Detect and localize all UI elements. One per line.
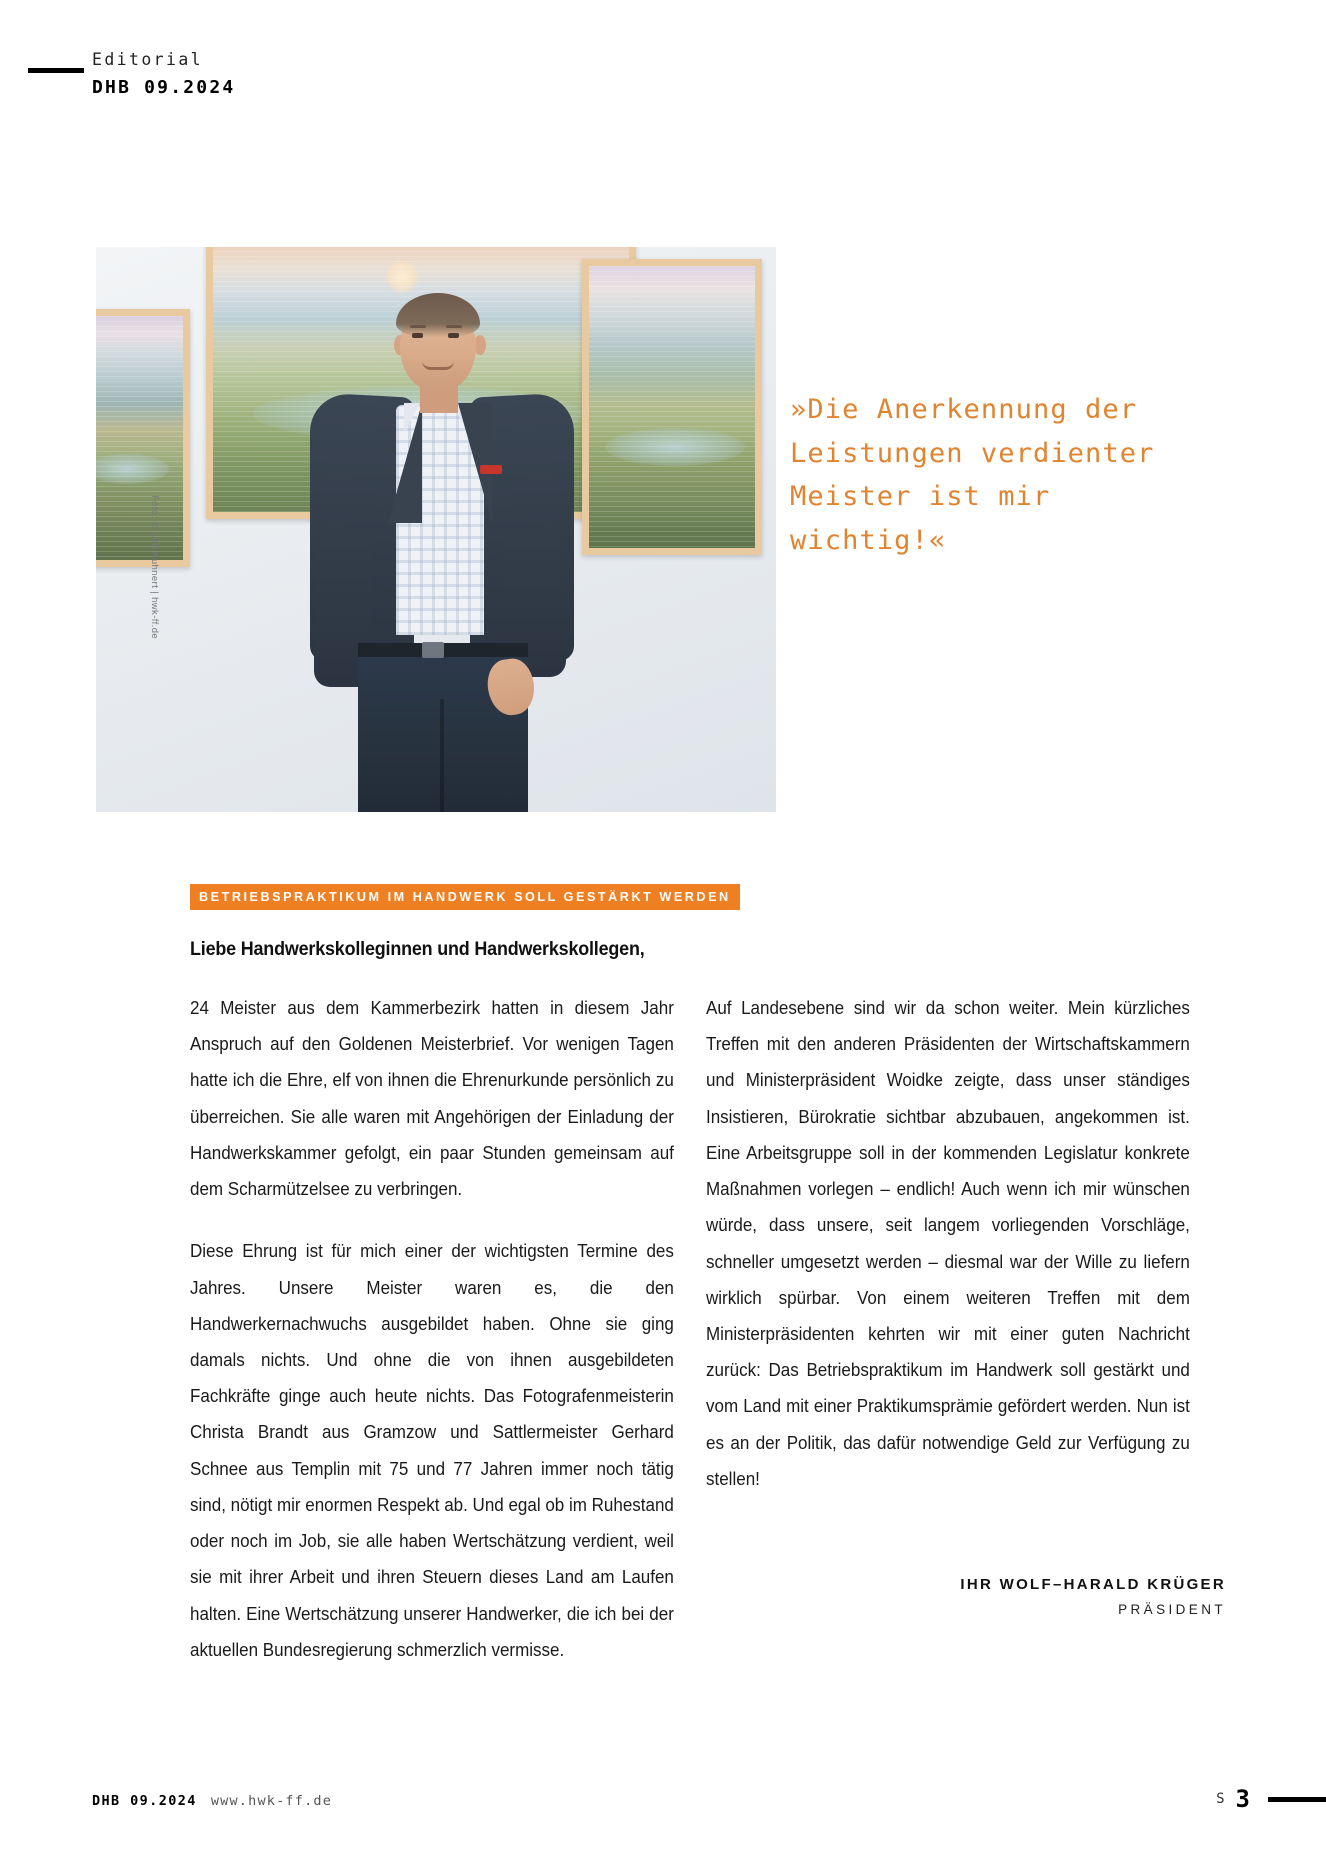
page-header xyxy=(0,28,1326,98)
footer-url[interactable]: www.hwk-ff.de xyxy=(210,1793,333,1809)
paragraph: 24 Meister aus dem Kammerbezirk hatten in diesem Jahr Anspruch auf den Goldenen Meisterbrief. Vor wenigen Tagen hatte ich die Ehre, elf von ihnen die Ehrenurkunde persönlich zu überreichen. Sie alle waren mit Angehörigen der Einladung der Handwerkskammer gefolgt, ein paar Stunden gemeinsam auf dem Scharmützelsee zu verbringen. xyxy=(190,997,674,1200)
page-number: 3 xyxy=(1235,1785,1250,1813)
header-text-block xyxy=(92,50,235,99)
page-prefix: S xyxy=(1216,1791,1226,1807)
signature-block xyxy=(706,1576,1226,1617)
article-column-left xyxy=(190,990,674,1668)
footer-issue-label: DHB 09.2024 xyxy=(92,1793,197,1809)
signature-role: PRÄSIDENT xyxy=(1118,1602,1226,1617)
issue-label: DHB 09.2024 xyxy=(92,76,236,98)
portrait-photo xyxy=(96,247,776,812)
header-rule xyxy=(28,68,84,73)
framed-painting-right xyxy=(582,259,762,555)
lapel-pin xyxy=(480,465,502,474)
footer-rule xyxy=(1268,1797,1326,1802)
page-footer xyxy=(0,1785,1326,1825)
pull-quote: »Die Anerkennung der Leistungen verdienter Meister ist mir wichtig!« xyxy=(790,394,1155,557)
editorial-photo-block xyxy=(96,247,776,812)
paragraph: Auf Landesebene sind wir da schon weiter. Mein kürzliches Treffen mit den anderen Präsidenten der Wirtschaftskammern und Ministerpräsident Woidke zeigte, dass unser ständiges Insistieren, Bürokratie sichtbar abzubauen, angekommen ist. Eine Arbeitsgruppe soll in der kommenden Legislatur konkrete Maßnahmen vorlegen – endlich! Auch wenn ich mir wünschen würde, dass unsere, seit langem vorliegenden Vorschläge, schneller umgesetzt werden – diesmal war der Wille zu liefern wirklich spürbar. Von einem weiteren Treffen mit dem Ministerpräsidenten kehrten wir mit einer guten Nachricht zurück: Das Betriebspraktikum im Handwerk soll gestärkt und vom Land mit einer Praktikumsprämie gefördert werden. Nun ist es an der Politik, das dafür notwendige Geld zur Verfügung zu stellen! xyxy=(706,997,1190,1489)
framed-painting-left xyxy=(96,309,190,567)
photo-credit: Foto: © Leif Kuhnert | hwk-ff.de xyxy=(149,495,160,640)
footer-left xyxy=(92,1793,332,1809)
paragraph: Diese Ehrung ist für mich einer der wichtigsten Termine des Jahres. Unsere Meister waren es, die den Handwerkernachwuchs ausgebildet haben. Ohne sie ging damals nichts. Und ohne die von ihnen ausgebildeten Fachkräfte ginge auch heute nichts. Das Fotografenmeisterin Christa Brandt aus Gramzow und Sattlermeister Gerhard Schnee aus Templin mit 75 und 77 Jahren immer noch tätig sind, nötigt mir enormen Respekt ab. Und egal ob im Ruhestand oder noch im Job, sie alle haben Wertschätzung verdient, weil sie mit ihrer Arbeit und ihren Steuern dieses Land am Laufen halten. Eine Wertschätzung unserer Handwerker, die ich bei der aktuellen Bundesregierung schmerzlich vermisse. xyxy=(190,1240,674,1660)
portrait-subject xyxy=(292,287,592,812)
article-column-right xyxy=(706,990,1190,1497)
headline-banner: BETRIEBSPRAKTIKUM IM HANDWERK SOLL GESTÄRKT WERDEN xyxy=(190,884,740,910)
section-kicker: Editorial xyxy=(92,50,204,69)
footer-right xyxy=(1216,1785,1326,1813)
salutation: Liebe Handwerkskolleginnen und Handwerkskollegen, xyxy=(190,938,645,960)
signature-name: IHR WOLF–HARALD KRÜGER xyxy=(960,1576,1226,1593)
